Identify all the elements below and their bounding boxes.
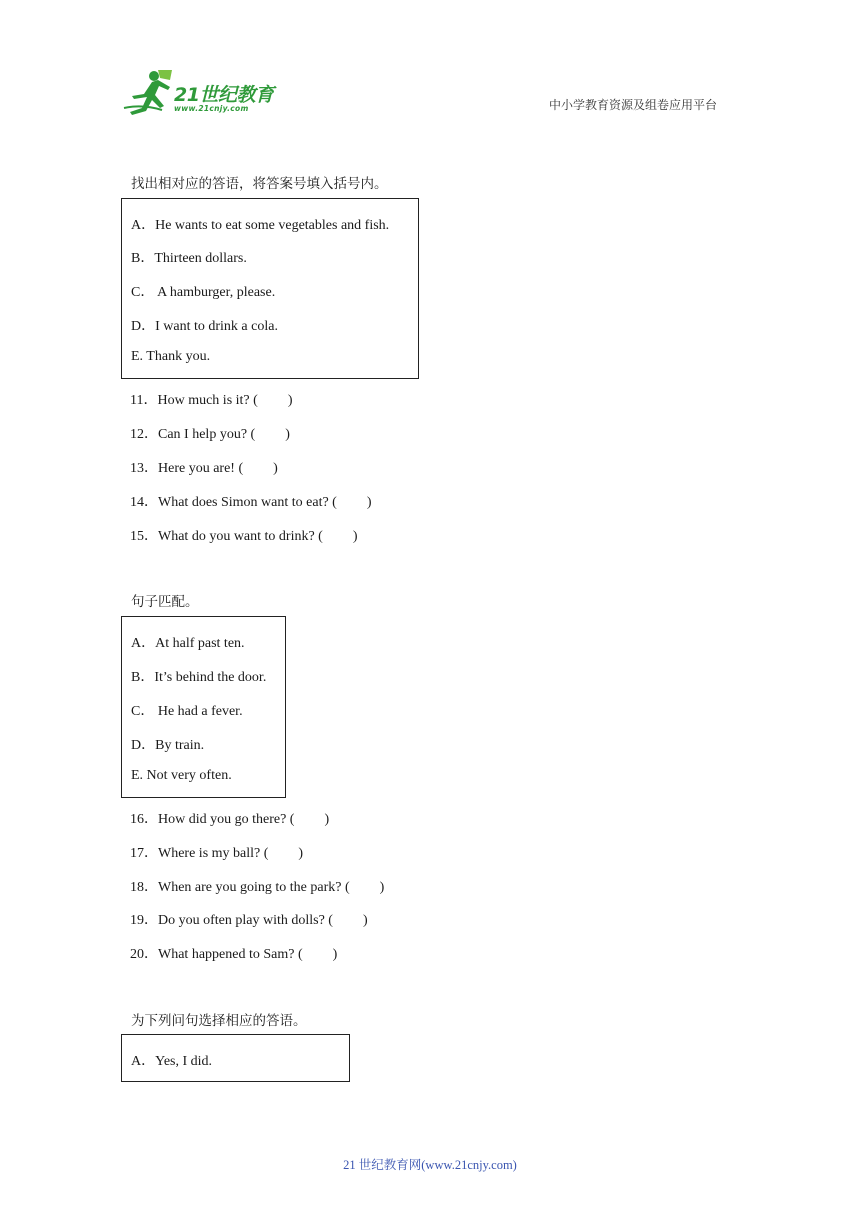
question-number: 18． <box>130 880 158 895</box>
question-close: ) <box>298 846 304 861</box>
question-text: What does Simon want to eat? ( <box>158 495 337 510</box>
question-18 <box>130 876 384 896</box>
option-b: B．It’s behind the door. <box>131 670 267 685</box>
question-close: ) <box>366 495 372 510</box>
section-3-title: 为下列问句选择相应的答语。 <box>131 1013 307 1029</box>
question-11 <box>130 389 292 409</box>
option-c: C． A hamburger, please. <box>131 285 276 300</box>
section-1-title: 找出相对应的答语，将答案号填入括号内。 <box>131 176 388 192</box>
page-footer: 21 世纪教育网(www.21cnjy.com) <box>343 1158 517 1172</box>
question-number: 13． <box>130 461 158 476</box>
option-a: A．Yes, I did. <box>131 1054 213 1069</box>
question-close: ) <box>273 461 278 476</box>
question-number: 11． <box>130 393 158 408</box>
question-number: 16． <box>130 812 158 827</box>
question-20 <box>130 943 337 963</box>
option-d: D．By train. <box>131 738 205 753</box>
question-text: Here you are! ( <box>158 461 244 476</box>
question-13 <box>130 457 278 477</box>
question-number: 12． <box>130 427 158 442</box>
section-2-options-box <box>121 616 286 798</box>
question-number: 15． <box>130 529 158 544</box>
question-14 <box>130 491 372 511</box>
section-3-options-box <box>121 1034 350 1082</box>
question-close: ) <box>379 880 385 895</box>
option-e: E. Thank you. <box>131 349 211 364</box>
option-a: A．At half past ten. <box>131 636 245 651</box>
question-close: ) <box>287 393 293 408</box>
section-1-options-box <box>121 198 419 379</box>
logo <box>122 68 292 116</box>
header-platform-name: 中小学教育资源及组卷应用平台 <box>549 98 718 112</box>
runner-logo-icon <box>122 68 174 116</box>
question-text: How did you go there? ( <box>158 812 295 827</box>
question-19 <box>130 909 368 929</box>
question-number: 20． <box>130 947 158 962</box>
option-d: D．I want to drink a cola. <box>131 319 278 334</box>
question-close: ) <box>362 913 368 928</box>
question-text: How much is it? ( <box>157 393 258 408</box>
question-15 <box>130 525 358 545</box>
option-b: B．Thirteen dollars. <box>131 251 247 266</box>
question-number: 14． <box>130 495 158 510</box>
question-text: Do you often play with dolls? ( <box>158 913 333 928</box>
question-text: Where is my ball? ( <box>158 846 269 861</box>
option-c: C． He had a fever. <box>131 704 243 719</box>
question-text: What happened to Sam? ( <box>158 947 303 962</box>
option-a: A．He wants to eat some vegetables and fish. <box>131 218 390 233</box>
logo-text: 21世纪教育 <box>174 84 274 106</box>
question-text: Can I help you? ( <box>158 427 256 442</box>
question-number: 17． <box>130 846 158 861</box>
question-close: ) <box>285 427 290 442</box>
question-close: ) <box>332 947 338 962</box>
question-text: What do you want to drink? ( <box>158 529 323 544</box>
question-close: ) <box>352 529 358 544</box>
question-17 <box>130 842 303 862</box>
question-text: When are you going to the park? ( <box>158 880 350 895</box>
option-e: E. Not very often. <box>131 768 232 783</box>
section-2-title: 句子匹配。 <box>131 594 199 610</box>
question-12 <box>130 423 290 443</box>
question-close: ) <box>324 812 330 827</box>
question-number: 19． <box>130 913 158 928</box>
logo-url: www.21cnjy.com <box>174 104 249 113</box>
question-16 <box>130 808 329 828</box>
